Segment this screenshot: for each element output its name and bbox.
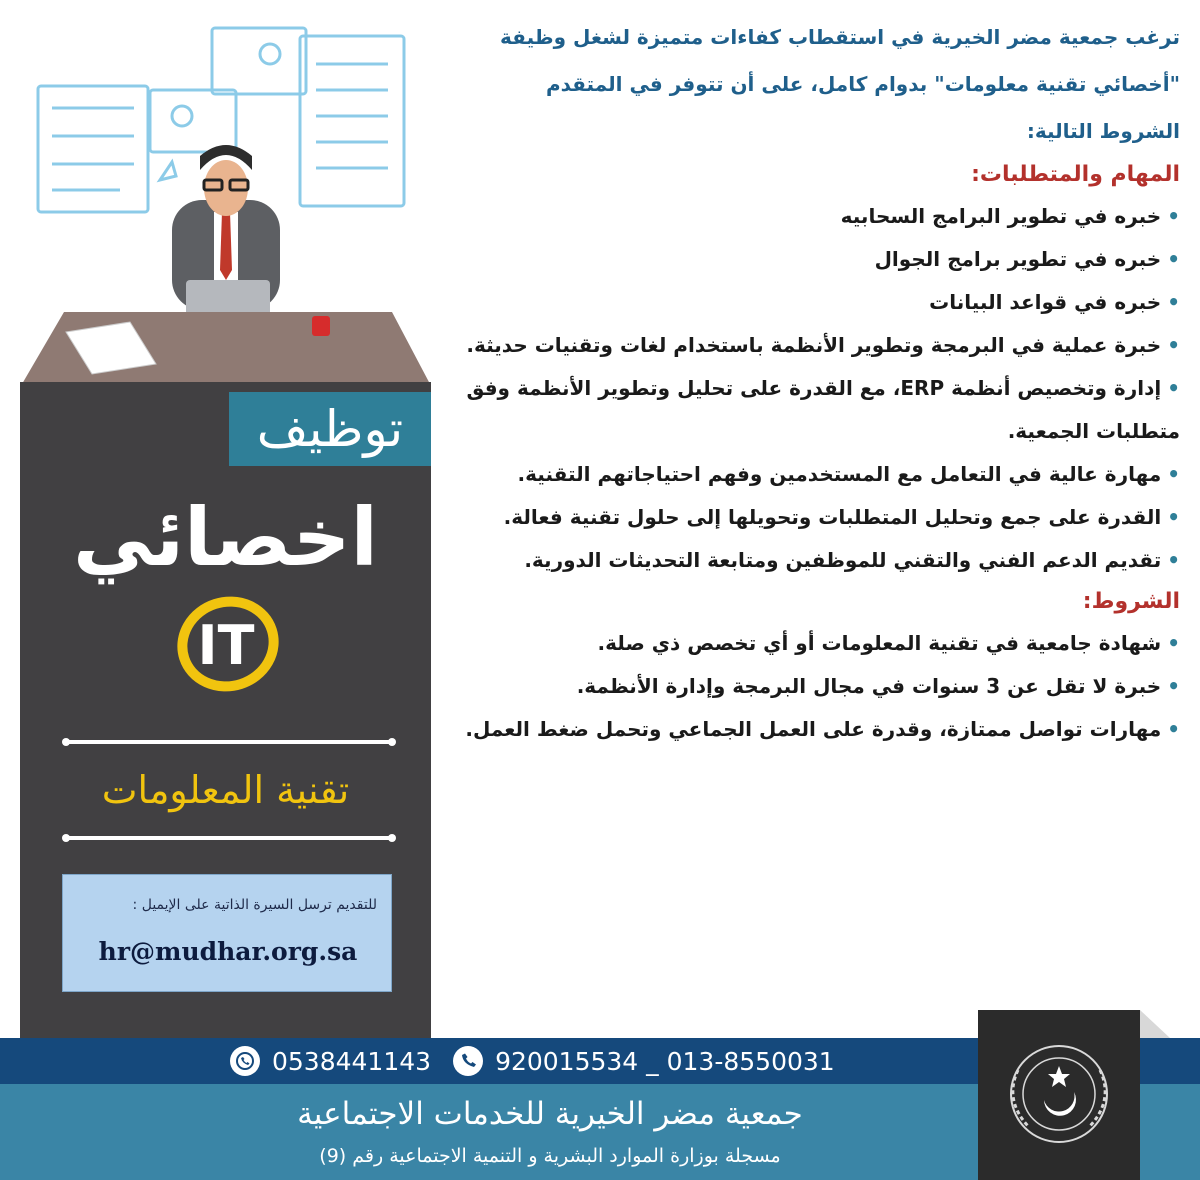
it-logo-icon [170, 590, 282, 702]
office-worker-illustration [0, 0, 440, 390]
list-item: •تقديم الدعم الفني والتقني للموظفين ومتابعة التحديثات الدورية. [524, 548, 1180, 572]
organization-logo-box [978, 1010, 1140, 1180]
list-item: •خبره في تطوير البرامج السحابيه [840, 204, 1180, 228]
registration-note: مسجلة بوزارة الموارد البشرية و التنمية الاجتماعية رقم (9) [319, 1145, 781, 1167]
divider-bottom [66, 836, 392, 840]
list-item: •القدرة على جمع وتحليل المتطلبات وتحويلها إلى حلول تقنية فعالة. [503, 505, 1180, 529]
divider-top [66, 740, 392, 744]
list-item: •خبره في قواعد البيانات [929, 290, 1180, 314]
tasks-heading: المهام والمتطلبات: [971, 162, 1180, 187]
it-logo-text: IT [197, 614, 255, 677]
list-item: •شهادة جامعية في تقنية المعلومات أو أي تخصص ذي صلة. [597, 631, 1180, 655]
intro-text: ترغب جمعية مضر الخيرية في استقطاب كفاءات متميزة لشغل وظيفة "أخصائي تقنية معلومات" بدوام كامل، على أن تتوفر في المتقدم الشروط التالية: [500, 25, 1180, 143]
list-item: •مهارات تواصل ممتازة، وقدرة على العمل الجماعي وتحمل ضغط العمل. [465, 717, 1180, 741]
phone-icon [453, 1046, 483, 1076]
organization-emblem-icon [978, 1010, 1140, 1180]
it-subtitle: تقنية المعلومات [101, 768, 350, 812]
conditions-list [460, 622, 1180, 751]
hiring-banner: توظيف [229, 392, 431, 466]
conditions-heading: الشروط: [1082, 589, 1180, 614]
specialist-title: اخصائي [73, 491, 378, 584]
apply-label: للتقديم ترسل السيرة الذاتية على الإيميل : [132, 897, 377, 913]
apply-email[interactable]: hr@mudhar.org.sa [98, 937, 358, 966]
tasks-list [460, 195, 1180, 582]
job-description [460, 14, 1180, 751]
organization-name: جمعية مضر الخيرية للخدمات الاجتماعية [297, 1096, 803, 1132]
whatsapp-number[interactable]: 0538441143 [272, 1046, 432, 1076]
list-item: •خبرة عملية في البرمجة وتطوير الأنظمة باستخدام لغات وتقنيات حديثة. [466, 333, 1180, 357]
phone-numbers[interactable]: 920015534 _ 013-8550031 [495, 1046, 835, 1076]
list-item: •مهارة عالية في التعامل مع المستخدمين وفهم احتياجاتهم التقنية. [517, 462, 1180, 486]
list-item: •إدارة وتخصيص أنظمة ERP، مع القدرة على تحليل وتطوير الأنظمة وفق متطلبات الجمعية. [466, 376, 1180, 443]
apply-box [62, 874, 392, 992]
whatsapp-icon [230, 1046, 260, 1076]
logo-flap-decoration [1140, 1010, 1170, 1038]
list-item: •خبرة لا تقل عن 3 سنوات في مجال البرمجة وإدارة الأنظمة. [576, 674, 1180, 698]
list-item: •خبره في تطوير برامج الجوال [874, 247, 1180, 271]
contact-numbers [230, 1044, 835, 1078]
